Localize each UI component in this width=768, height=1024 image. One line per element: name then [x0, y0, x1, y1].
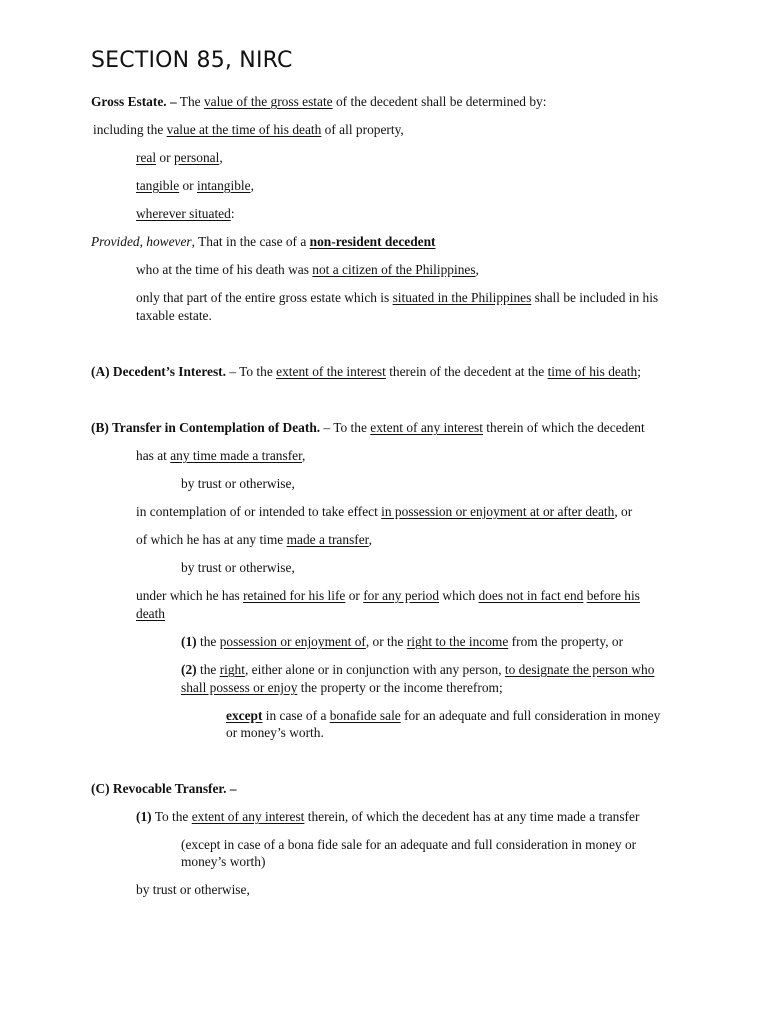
section-c-line	[91, 780, 237, 797]
b-except-continued: or money’s worth.	[226, 725, 324, 740]
section-c-heading: (C) Revocable Transfer. –	[91, 781, 237, 796]
not-citizen-line: who at the time of his death was not a citizen of the Philippines,	[136, 262, 479, 277]
b-trust-line-2: by trust or otherwise,	[181, 560, 295, 575]
including-line: including the value at the time of his death of all property,	[93, 122, 404, 137]
b-death-line: death	[136, 606, 165, 621]
tangible-line: tangible or intangible,	[136, 178, 254, 193]
gross-estate-heading: Gross Estate. –	[91, 94, 177, 109]
b-except-line: except in case of a bonafide sale for an adequate and full consideration in money	[226, 708, 661, 723]
proviso-line: Provided, however, That in the case of a non-resident decedent	[91, 234, 436, 249]
c-item-1-line: (1) To the extent of any interest therein, of which the decedent has at any time made a transfer	[136, 809, 640, 824]
b-trust-line-1: by trust or otherwise,	[181, 476, 295, 491]
section-a-line: (A) Decedent’s Interest. – To the extent of the interest therein of the decedent at the time of his death;	[91, 364, 641, 379]
b-item-2-continued: shall possess or enjoy the property or the income therefrom;	[181, 680, 503, 695]
b-contemplation-line: in contemplation of or intended to take effect in possession or enjoyment at or after death, or	[136, 504, 633, 519]
taxable-estate-line: taxable estate.	[136, 308, 212, 323]
section-b-line: (B) Transfer in Contemplation of Death. – To the extent of any interest therein of which the decedent	[91, 420, 645, 435]
c-except-continued: money’s worth)	[181, 854, 266, 869]
c-except-line: (except in case of a bona fide sale for an adequate and full consideration in money or	[181, 837, 637, 852]
b-item-1-line: (1) the possession or enjoyment of, or the right to the income from the property, or	[181, 634, 624, 649]
b-made-transfer-line: of which he has at any time made a transfer,	[136, 532, 372, 547]
page-title: SECTION 85, NIRC	[91, 48, 293, 73]
wherever-situated-line: wherever situated:	[136, 206, 235, 221]
real-personal-line: real or personal,	[136, 150, 223, 165]
c-trust-line: by trust or otherwise,	[136, 882, 250, 897]
situated-line: only that part of the entire gross estate which is situated in the Philippines shall be included in his	[136, 290, 659, 305]
b-retained-line: under which he has retained for his life or for any period which does not in fact end before his	[136, 588, 640, 603]
gross-estate-line: Gross Estate. – The value of the gross estate of the decedent shall be determined by:	[91, 94, 547, 109]
b-transfer-line: has at any time made a transfer,	[136, 448, 306, 463]
b-item-2-line: (2) the right, either alone or in conjunction with any person, to designate the person who	[181, 662, 655, 677]
section-b-heading: (B) Transfer in Contemplation of Death.	[91, 420, 321, 435]
section-a-heading: (A) Decedent’s Interest.	[91, 364, 226, 379]
